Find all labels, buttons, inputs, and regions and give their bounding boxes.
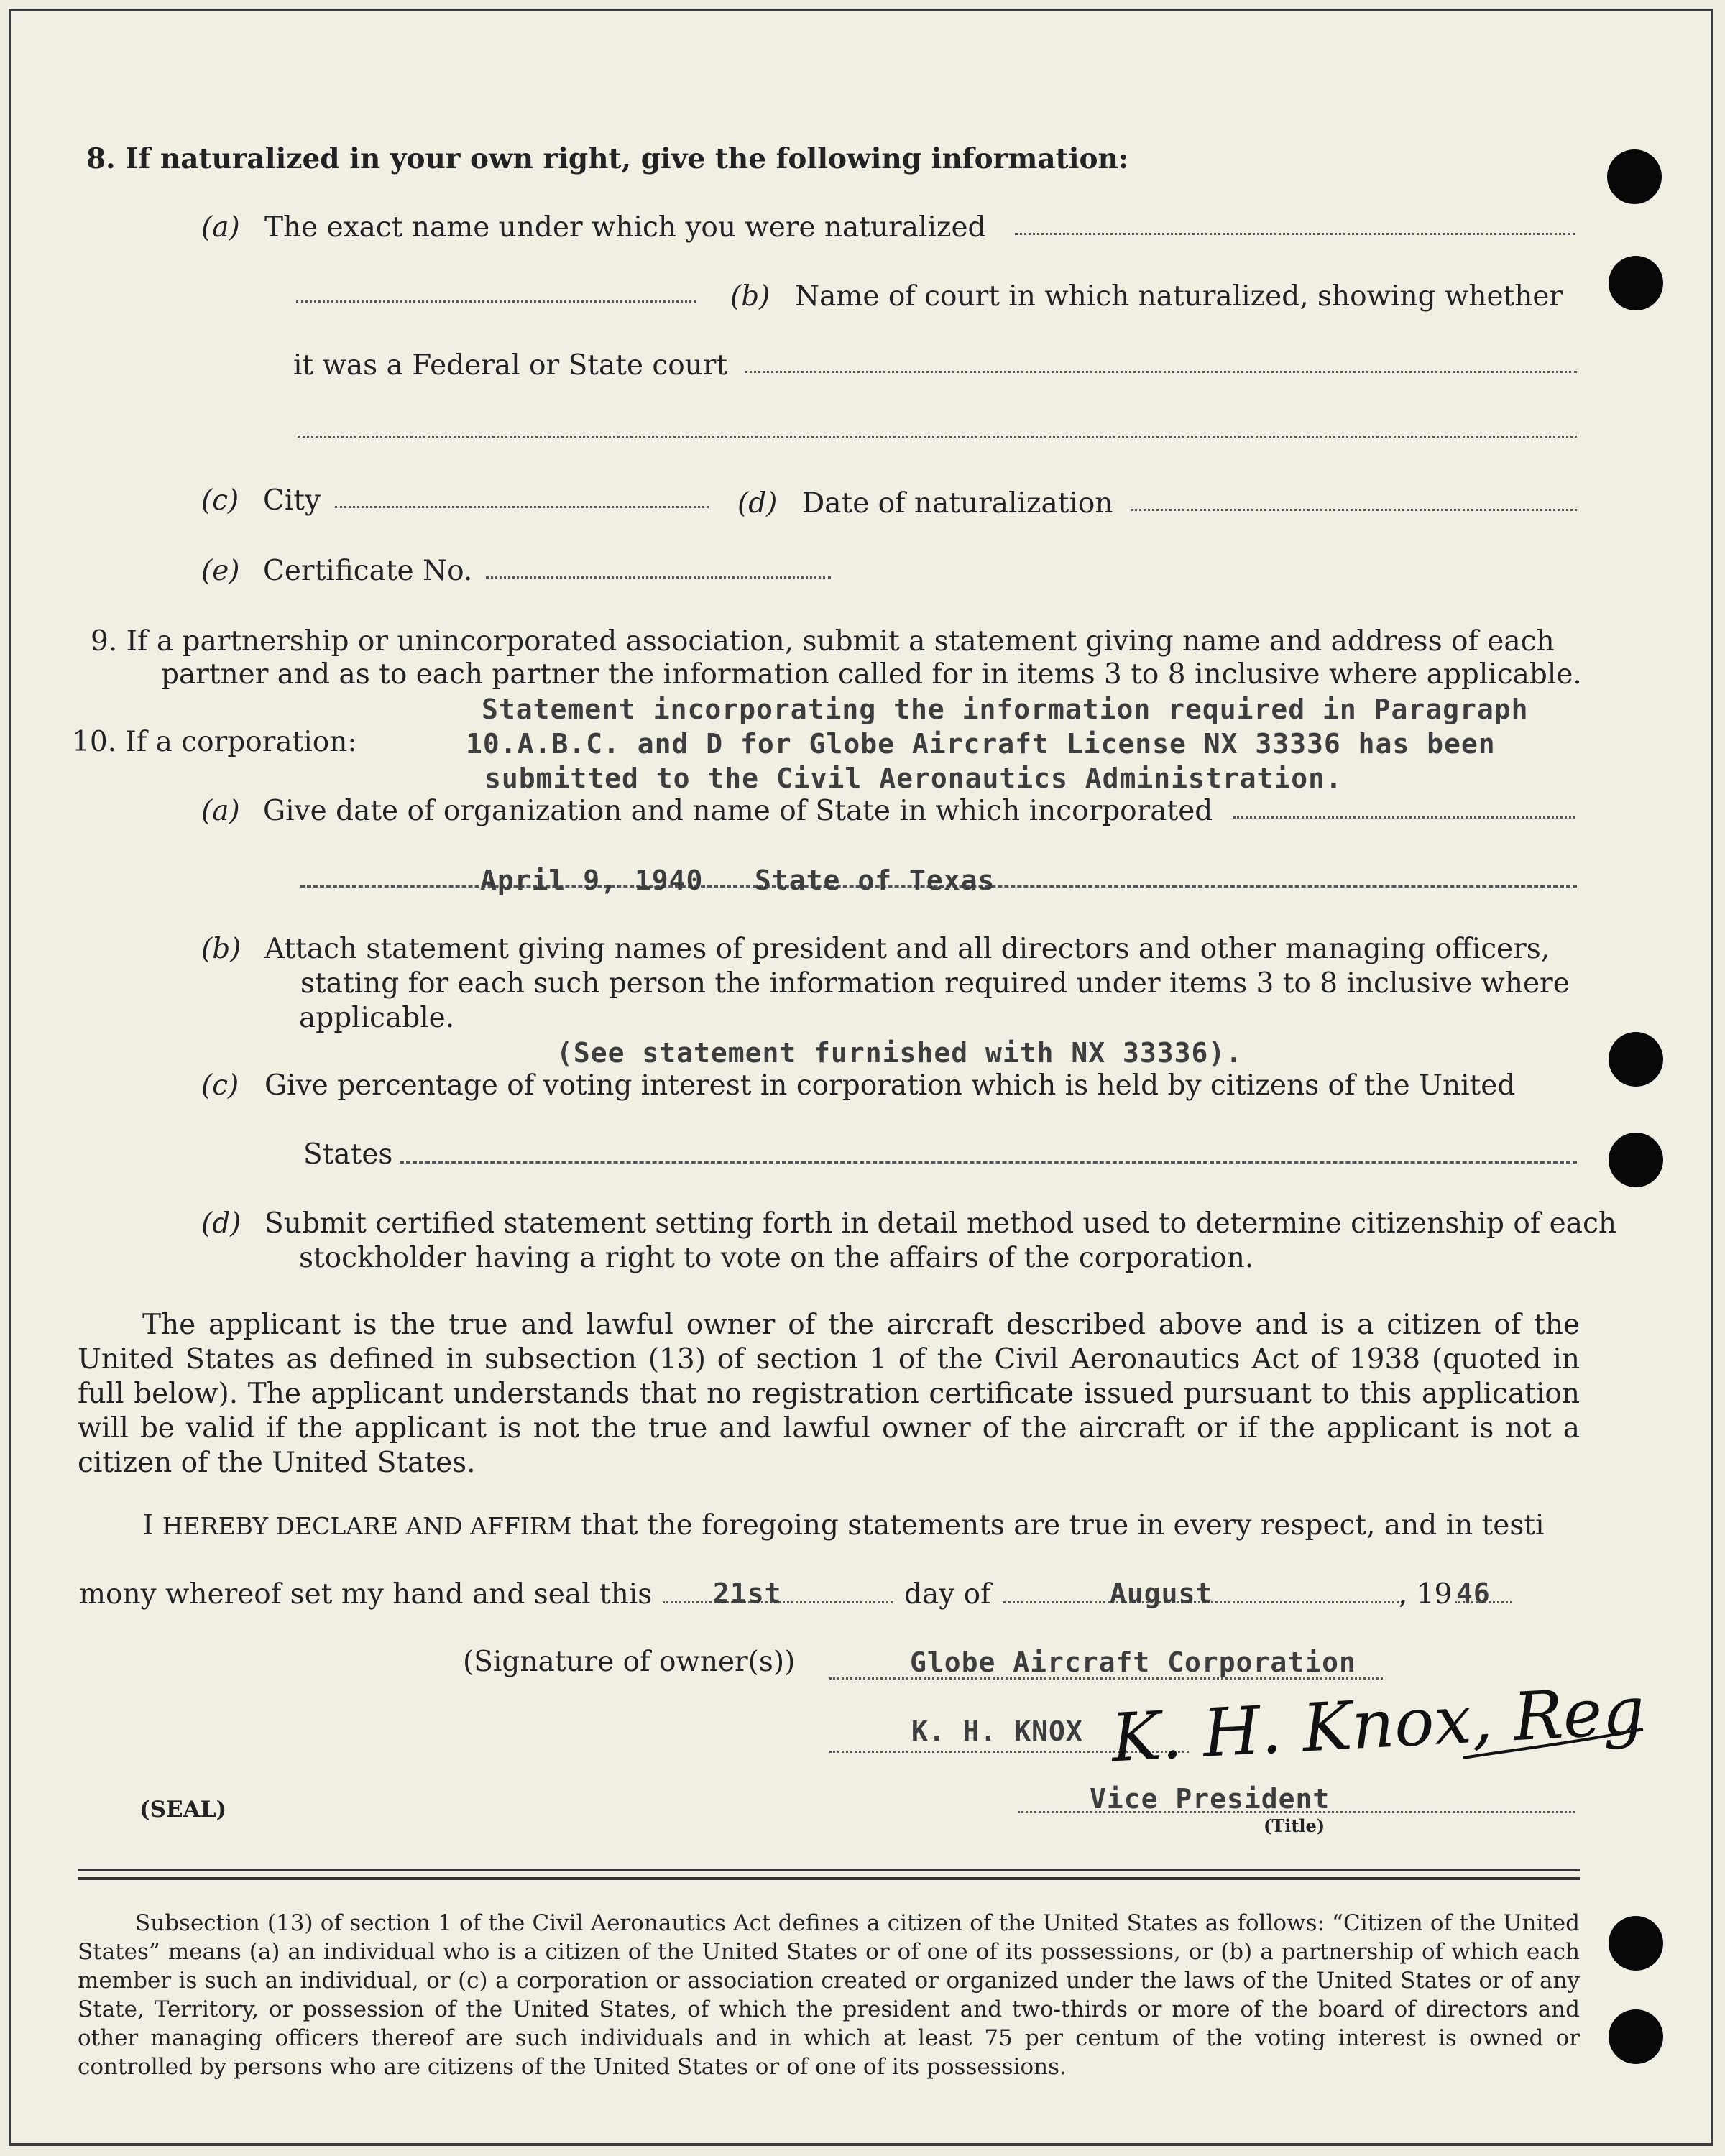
item10-d-label2: stockholder having a right to vote on the affairs of the corporation.	[299, 1242, 1254, 1274]
item8-b-label2: it was a Federal or State court	[293, 349, 728, 382]
item9-line2: partner and as to each partner the information called for in items 3 to 8 inclusive where applicable.	[161, 658, 1582, 691]
naturalized-name-field[interactable]	[1015, 233, 1576, 235]
affirm-rest: that the foregoing statements are true in every respect, and in testi	[580, 1509, 1545, 1542]
seal-label: (SEAL)	[139, 1797, 227, 1823]
item10-b-label2: stating for each such person the information required under items 3 to 8 inclusive where	[300, 967, 1570, 1000]
declaration-paragraph: The applicant is the true and lawful owner of the aircraft described above and is a citizen of the United States as defined in subsection (13) of section 1 of the Civil Aeronautics Act of 1938 (quoted in full below). The applicant understands that no registration certificate issued pursuant to this application will be valid if the applicant is not the true and lawful owner of the aircraft or if the applicant is not a citizen of the United States.	[78, 1309, 1580, 1479]
item10-c-marker: (c)	[201, 1069, 239, 1102]
typed-statement-line3: submitted to the Civil Aeronautics Administration.	[484, 763, 1343, 794]
day-value: 21st	[713, 1577, 782, 1609]
court-field[interactable]	[745, 371, 1577, 373]
year-field[interactable]	[1455, 1601, 1512, 1603]
item8-e-marker: (e)	[201, 555, 240, 587]
citizenship-footnote: Subsection (13) of section 1 of the Civil Aeronautics Act defines a citizen of the United States as follows: “Citizen of the United States” means (a) an individual who is a citizen of the United States or of one of its possessions, or (b) a partnership of which each member is such an individual, or (c) a corporation or association created or organized under the laws of the United States or of any State, Territory, or possession of the United States, of which the president and two-thirds or more of the board of directors and other managing officers thereof are such individuals and in which at least 75 per centum of the voting interest is owned or controlled by persons who are citizens of the United States or of one of its possessions.	[78, 1910, 1580, 2080]
affirm-prefix: I	[142, 1509, 154, 1542]
signature-flourish	[1463, 1722, 1650, 1765]
item8-a-label: The exact name under which you were naturalized	[264, 211, 986, 244]
signature-label: (Signature of owner(s))	[463, 1646, 796, 1678]
item10-c-label2: States	[303, 1138, 393, 1171]
organization-field[interactable]	[1233, 816, 1576, 819]
item10-b-label3: applicable.	[299, 1002, 455, 1034]
punch-hole	[1609, 1133, 1663, 1187]
certificate-field[interactable]	[486, 576, 831, 579]
item10-b-marker: (b)	[201, 933, 242, 965]
officers-statement-value: (See statement furnished with NX 33336).	[556, 1037, 1243, 1069]
owner-name-value: Globe Aircraft Corporation	[910, 1646, 1356, 1678]
affirm-caps: HEREBY DECLARE AND AFFIRM	[162, 1512, 572, 1540]
typed-statement-line1: Statement incorporating the information required in Paragraph	[482, 694, 1529, 725]
punch-hole	[1609, 2009, 1663, 2064]
day-of-label: day of	[904, 1578, 991, 1611]
naturalized-name-field-cont[interactable]	[296, 300, 696, 303]
item10-d-label1: Submit certified statement setting forth in detail method used to determine citizenship of each	[264, 1207, 1616, 1240]
year-prefix: , 19	[1399, 1578, 1453, 1611]
signature-flourish-stroke	[1463, 1729, 1643, 1758]
year-value: 46	[1456, 1577, 1491, 1609]
divider-top	[78, 1869, 1580, 1871]
item10-heading: 10. If a corporation:	[72, 726, 357, 758]
item10-a-marker: (a)	[201, 795, 240, 827]
divider-bottom	[78, 1877, 1580, 1880]
naturalization-date-field[interactable]	[1131, 509, 1577, 511]
item10-b-label1: Attach statement giving names of president and all directors and other managing officers,	[264, 933, 1550, 965]
title-caption: (Title)	[1264, 1815, 1325, 1836]
item8-d-marker: (d)	[737, 487, 778, 520]
item8-e-label: Certificate No.	[263, 555, 473, 587]
item8-a-marker: (a)	[201, 211, 240, 244]
punch-hole	[1609, 1916, 1663, 1971]
item10-c-label: Give percentage of voting interest in corporation which is held by citizens of the United	[264, 1069, 1516, 1102]
typed-statement-line2: 10.A.B.C. and D for Globe Aircraft License NX 33336 has been	[466, 728, 1496, 760]
city-field[interactable]	[335, 506, 709, 508]
title-value: Vice President	[1090, 1783, 1330, 1815]
organization-value: April 9, 1940 State of Texas	[480, 865, 995, 896]
punch-hole	[1607, 149, 1662, 204]
court-field-cont[interactable]	[298, 436, 1577, 438]
item8-c-marker: (c)	[201, 484, 239, 517]
item8-c-label: City	[263, 484, 321, 517]
item9-line1: 9. If a partnership or unincorporated association, submit a statement giving name and address of each	[91, 625, 1555, 658]
affirm-line2-prefix: mony whereof set my hand and seal this	[79, 1578, 653, 1611]
item8-d-label: Date of naturalization	[802, 487, 1113, 520]
item8-heading: 8. If naturalized in your own right, give the following information:	[86, 142, 1129, 175]
item8-b-label: Name of court in which naturalized, showing whether	[795, 280, 1563, 313]
title-field[interactable]	[1018, 1811, 1576, 1813]
signature-field[interactable]	[829, 1677, 1383, 1680]
voting-percentage-field[interactable]	[400, 1161, 1577, 1164]
item8-b-marker: (b)	[730, 280, 770, 313]
punch-hole	[1609, 1032, 1663, 1087]
signer-typed-value: K. H. KNOX	[911, 1715, 1083, 1747]
punch-hole	[1609, 256, 1663, 310]
handwritten-signature: K. H. Knox, Reg	[1109, 1672, 1647, 1777]
affirm-line1	[142, 1509, 1545, 1543]
month-value: August	[1110, 1577, 1213, 1609]
item10-d-marker: (d)	[201, 1207, 242, 1240]
document-page	[9, 9, 1714, 2146]
item10-a-label: Give date of organization and name of State in which incorporated	[263, 795, 1213, 827]
